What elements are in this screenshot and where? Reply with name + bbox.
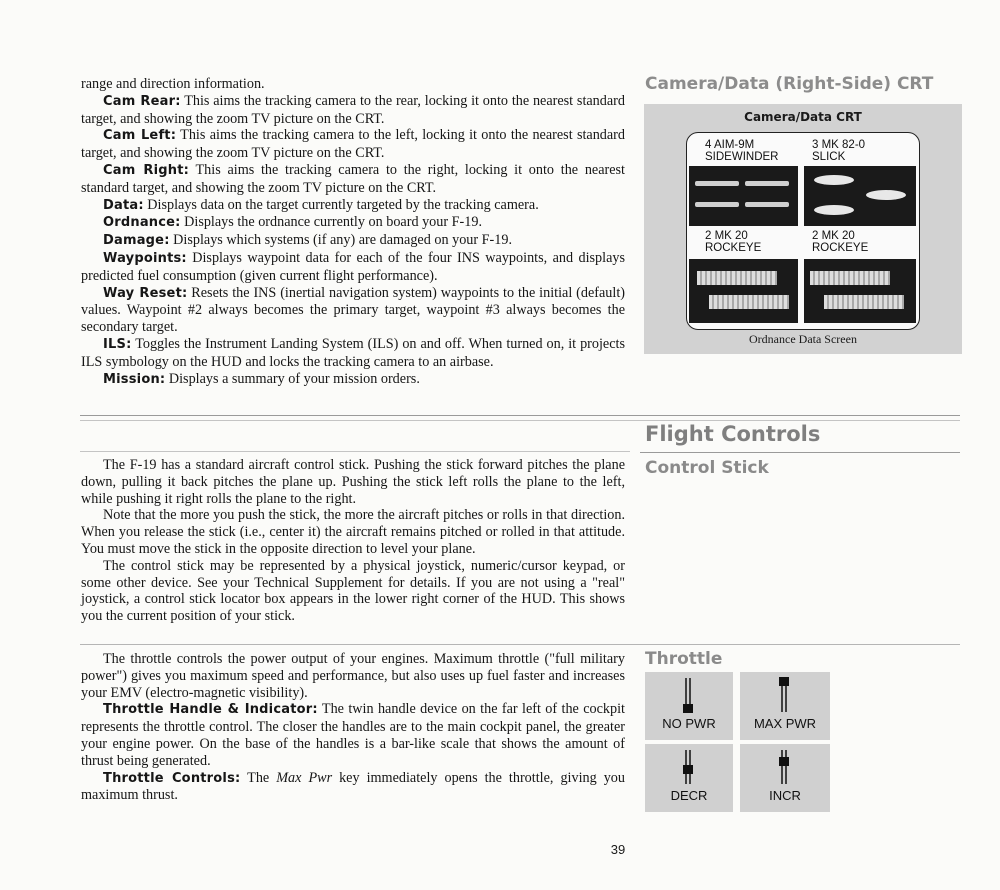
- throttle-max-pwr: [740, 672, 830, 740]
- ordnance-entry: [81, 214, 625, 232]
- damage-entry: [81, 232, 625, 250]
- term: Cam Right:: [103, 162, 190, 178]
- term: Waypoints:: [103, 250, 187, 266]
- definition: This aims the tracking camera to the left, locking it onto the nearest standard target, and showing the zoom TV picture on the CRT.: [81, 127, 626, 162]
- control-stick-heading: Control Stick: [645, 458, 769, 478]
- flight-controls-heading: Flight Controls: [645, 422, 821, 446]
- crt-heading: Camera/Data (Right-Side) CRT: [645, 74, 934, 94]
- definition: Displays waypoint data for each of the four INS waypoints, and displays predicted fuel consumption (given current flight performance).: [81, 249, 625, 284]
- term: Mission:: [103, 371, 166, 387]
- throttle-decr: [645, 744, 733, 812]
- way-reset-entry: [81, 285, 625, 336]
- section-divider: [80, 451, 630, 452]
- throttle-incr: [740, 744, 830, 812]
- paragraph: The throttle controls the power output of your engines. Maximum throttle ("full military power") gives you maximum speed and performance, but also uses up fuel faster and increases your EMV (electro-magnetic visibility).: [81, 651, 625, 701]
- ordnance-label: [705, 230, 761, 254]
- ordnance-count: 2 MK 20: [705, 230, 748, 242]
- cam-right-entry: [81, 162, 625, 197]
- bomb-icon: [814, 175, 854, 185]
- throttle-handle-entry: [81, 701, 625, 769]
- rockeye-icon: [709, 295, 789, 309]
- command-list: [81, 76, 625, 388]
- definition: Displays which systems (if any) are damaged on your F-19.: [169, 232, 513, 249]
- term: Data:: [103, 197, 144, 213]
- section-divider: [80, 420, 960, 421]
- definition: Displays data on the target currently targeted by the tracking camera.: [143, 196, 539, 213]
- page-number: 39: [610, 842, 626, 857]
- rockeye-image: [804, 259, 916, 323]
- missile-icon: [745, 181, 789, 186]
- text-line: range and direction information.: [81, 76, 265, 92]
- crt-panel-title: Camera/Data CRT: [744, 110, 862, 124]
- ordnance-type: ROCKEYE: [705, 242, 762, 254]
- definition: This aims the tracking camera to the right, locking it onto the nearest standard target, and showing the zoom TV picture on the CRT.: [81, 161, 625, 196]
- rockeye-image: [689, 259, 798, 323]
- ordnance-count: 3 MK 82-0: [812, 139, 866, 151]
- cam-rear-entry: [81, 93, 625, 128]
- throttle-text: [81, 651, 625, 804]
- slick-bomb-image: [804, 166, 916, 226]
- term: Throttle Controls:: [103, 770, 241, 786]
- term: Damage:: [103, 233, 170, 249]
- missile-icon: [745, 202, 789, 207]
- definition: Displays the ordnance currently on board your F-19.: [180, 214, 482, 231]
- throttle-state-label: NO PWR: [662, 716, 716, 731]
- paragraph: The control stick may be represented by a physical joystick, numeric/cursor keypad, or some other device. See your Technical Supplement for details. If you are not using a "real" joystick, a control stick locator box appears in the lower right corner of the HUD. This shows you the current position of your stick.: [81, 557, 625, 625]
- ordnance-data-screen: [686, 132, 920, 330]
- bomb-icon: [866, 190, 906, 200]
- paragraph: The F-19 has a standard aircraft control stick. Pushing the stick forward pitches the plane down, pulling it back pitches the plane up. Pushing the stick left rolls the plane to the left, while pushing it right rolls the plane to the right.: [81, 457, 625, 507]
- definition: Resets the INS (inertial navigation system) waypoints to the initial (default) values. Waypoint #2 always becomes the primary target, waypoint #3 always becomes the secondary target.: [81, 284, 625, 336]
- throttle-state-label: DECR: [670, 788, 708, 803]
- sidewinder-image: [689, 166, 798, 226]
- throttle-state-label: INCR: [769, 788, 801, 803]
- definition: The twin handle device on the far left of the cockpit represents the throttle control. The closer the handles are to the main cockpit panel, the greater your engine power. On the base of the handles is a bar-like scale that shows the amount of thrust being generated.: [81, 701, 625, 769]
- crt-caption: Ordnance Data Screen: [749, 332, 857, 346]
- definition: Toggles the Instrument Landing System (ILS) on and off. When turned on, it projects ILS symbology on the HUD and locks the tracking camera to an airbase.: [81, 335, 625, 370]
- ordnance-count: 2 MK 20: [812, 230, 855, 242]
- control-stick-text: [81, 457, 625, 625]
- data-entry: [81, 197, 625, 215]
- waypoints-entry: [81, 250, 625, 285]
- term: Cam Rear:: [103, 93, 181, 109]
- term: Way Reset:: [103, 285, 188, 301]
- term: ILS:: [103, 336, 132, 352]
- term: Ordnance:: [103, 215, 181, 231]
- paragraph: Note that the more you push the stick, the more the aircraft pitches or rolls in that direction. When you release the stick (i.e., center it) the aircraft remains pitched or rolled in that attitude. You must move the stick in the opposite direction to level your plane.: [81, 507, 625, 557]
- rockeye-icon: [810, 271, 890, 285]
- ordnance-type: SIDEWINDER: [705, 151, 779, 163]
- rockeye-icon: [697, 271, 777, 285]
- term: Cam Left:: [103, 128, 177, 144]
- throttle-heading: Throttle: [645, 649, 723, 669]
- section-divider: [80, 644, 960, 645]
- ordnance-label: [705, 139, 778, 163]
- missile-icon: [695, 181, 739, 186]
- throttle-no-pwr: [645, 672, 733, 740]
- cam-left-entry: [81, 127, 625, 162]
- mission-entry: [81, 371, 625, 389]
- definition: Displays a summary of your mission orders.: [165, 370, 420, 387]
- throttle-state-label: MAX PWR: [753, 716, 817, 731]
- section-divider: [80, 415, 960, 416]
- ordnance-label: [812, 139, 865, 163]
- ordnance-type: SLICK: [812, 151, 846, 163]
- definition: key immediately opens the throttle, giving you maximum thrust.: [81, 769, 625, 804]
- ordnance-label: [812, 230, 868, 254]
- ordnance-type: ROCKEYE: [812, 242, 869, 254]
- missile-icon: [695, 202, 739, 207]
- ils-entry: [81, 336, 625, 371]
- throttle-controls-entry: [81, 770, 625, 805]
- section-divider: [640, 452, 960, 453]
- rockeye-icon: [824, 295, 904, 309]
- term: Throttle Handle & Indicator:: [103, 702, 318, 718]
- crt-figure: [644, 104, 962, 354]
- key-name: Max Pwr: [276, 769, 333, 786]
- bomb-icon: [814, 205, 854, 215]
- definition: This aims the tracking camera to the rear, locking it onto the nearest standard target, and showing the zoom TV picture on the CRT.: [81, 92, 625, 127]
- definition: The: [240, 769, 277, 786]
- ordnance-count: 4 AIM-9M: [705, 139, 755, 151]
